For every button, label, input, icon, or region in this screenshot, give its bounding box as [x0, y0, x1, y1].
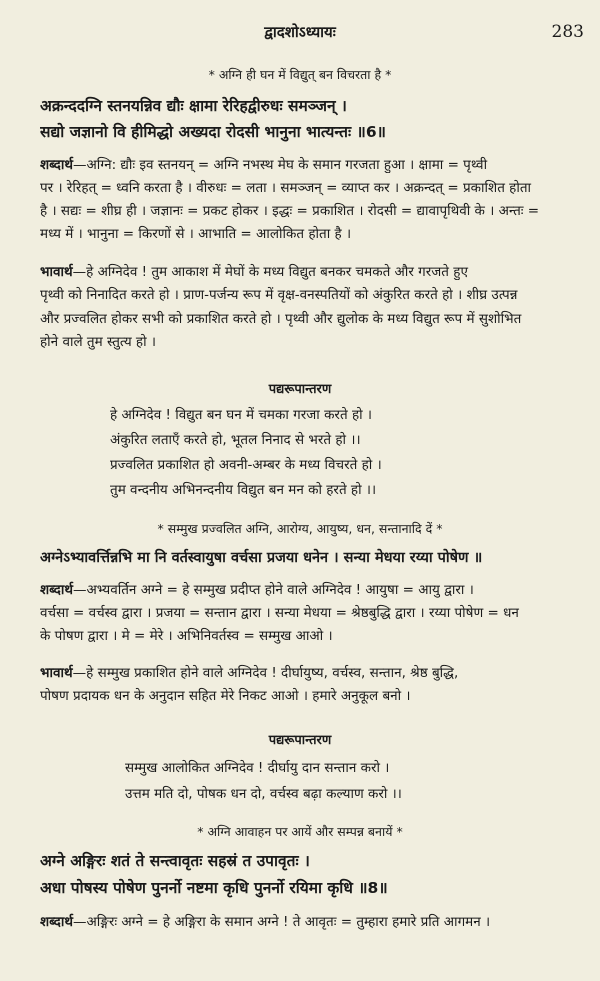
running-header — [0, 22, 600, 44]
section-subheading: * अग्नि ही घन में विद्युत् बन विचरता है * — [208, 67, 392, 82]
bhavarth-line: भावार्थ—हे अग्निदेव ! तुम आकाश में मेघों के मध्य विद्युत बनकर चमकते और गरजते हुए — [40, 264, 468, 280]
bhavarth-label: भावार्थ — [40, 264, 73, 280]
bhavarth-line: पोषण प्रदायक धन के अनुदान सहित मेरे निकट आओ । हमारे अनुकूल बनो । — [40, 688, 411, 704]
shabdarth-line: के पोषण द्वारा । मे = मेरे । अभिनिवर्तस्व = सम्मुख आओ । — [40, 628, 333, 644]
verse-line: सम्मुख आलोकित अग्निदेव ! दीर्घायु दान सन्तान करो । — [125, 760, 390, 776]
verse-line: अंकुरित लताएँ करते हो, भूतल निनाद से भरते हो ।। — [110, 432, 361, 448]
shabdarth-label: शब्दार्थ — [40, 914, 73, 930]
mantra-line: सद्यो जज्ञानो वि हीमिद्धो अख्यदा रोदसी भानुना भात्यन्तः ॥6॥ — [40, 123, 386, 141]
shabdarth-line: है । सद्यः = शीघ्र ही । जज्ञानः = प्रकट होकर । इद्धः = प्रकाशित । रोदसी = द्यावापृथिवी के । अन्तः = — [40, 203, 540, 219]
chapter-title: द्वादशोऽध्यायः — [264, 23, 336, 41]
shabdarth-label: शब्दार्थ — [40, 157, 73, 173]
bhavarth-line: और प्रज्वलित होकर सभी को प्रकाशित करते हो । पृथ्वी और द्युलोक के मध्य विद्युत रूप में सुशोभित — [40, 311, 522, 327]
bhavarth-label: भावार्थ — [40, 665, 73, 681]
shabdarth-line: शब्दार्थ—अङ्गिरः अग्ने = हे अङ्गिरा के समान अग्ने ! ते आवृतः = तुम्हारा हमारे प्रति आगमन । — [40, 914, 491, 930]
mantra-line: अक्रन्ददग्नि स्तनयन्निव द्यौः क्षामा रेरिहद्वीरुधः समञ्जन् । — [40, 97, 347, 115]
shabdarth-label: शब्दार्थ — [40, 582, 73, 598]
mantra-line: अग्ने अङ्गिरः शतं ते सन्त्वावृतः सहस्रं त उपावृतः । — [40, 852, 310, 870]
bhavarth-line: पृथ्वी को निनादित करते हो । प्राण-पर्जन्य रूप में वृक्ष-वनस्पतियों को अंकुरित करते हो । शीघ्र उत्पन्न — [40, 287, 518, 303]
verse-line: हे अग्निदेव ! विद्युत बन घन में चमका गरजा करते हो । — [110, 407, 373, 423]
mantra-line: अग्नेऽभ्यावर्त्तिन्नभि मा नि वर्तस्वायुषा वर्चसा प्रजया धनेन । सन्या मेधया रय्या पोषेण ॥ — [40, 550, 483, 566]
padya-heading: पद्यरूपान्तरण — [268, 733, 332, 748]
shabdarth-line: वर्चसा = वर्चस्व द्वारा । प्रजया = सन्तान द्वारा । सन्या मेधया = श्रेष्ठबुद्धि द्वारा । रय्या पोषेण = धन — [40, 605, 519, 621]
shabdarth-line: शब्दार्थ—अभ्यवर्तिन अग्ने = हे सम्मुख प्रदीप्त होने वाले अग्निदेव ! आयुषा = आयु द्वारा । — [40, 582, 474, 598]
section-subheading: * सम्मुख प्रज्वलित अग्नि, आरोग्य, आयुष्य, धन, सन्तानादि दें * — [157, 521, 443, 536]
mantra-line: अधा पोषस्य पोषेण पुनर्नो नष्टमा कृधि पुनर्नो रयिमा कृधि ॥8॥ — [40, 879, 388, 897]
verse-line: उत्तम मति दो, पोषक धन दो, वर्चस्व बढ़ा कल्याण करो ।। — [125, 786, 402, 802]
section-subheading: * अग्नि आवाहन पर आयें और सम्पन्न बनायें * — [197, 824, 403, 839]
page-number: 283 — [551, 22, 584, 42]
shabdarth-line: पर । रेरिहत् = ध्वनि करता है । वीरुधः = लता । समञ्जन् = व्याप्त कर । अक्रन्दत् = प्रकाशित होता — [40, 180, 532, 196]
bhavarth-line: होने वाले तुम स्तुत्य हो । — [40, 334, 157, 350]
bhavarth-line: भावार्थ—हे सम्मुख प्रकाशित होने वाले अग्निदेव ! दीर्घायुष्य, वर्चस्व, सन्तान, श्रेष्ठ बुद्धि, — [40, 665, 459, 681]
verse-line: तुम वन्दनीय अभिनन्दनीय विद्युत बन मन को हरते हो ।। — [110, 482, 377, 498]
shabdarth-line: शब्दार्थ—अग्नि: द्यौः इव स्तनयन् = अग्नि नभस्थ मेघ के समान गरजता हुआ । क्षामा = पृथ्वी — [40, 157, 488, 173]
verse-line: प्रज्वलित प्रकाशित हो अवनी-अम्बर के मध्य विचरते हो । — [110, 457, 382, 473]
shabdarth-line: मध्य में । भानुना = किरणों से । आभाति = आलोकित होता है । — [40, 226, 352, 242]
padya-heading: पद्यरूपान्तरण — [268, 382, 332, 397]
